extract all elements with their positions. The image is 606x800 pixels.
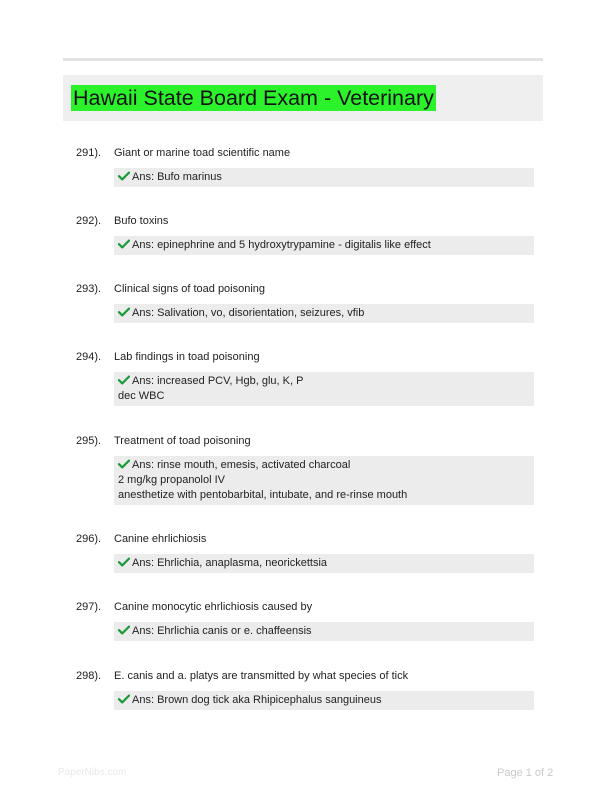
check-icon bbox=[118, 694, 130, 704]
answer-line bbox=[118, 556, 534, 571]
answer-text: 2 mg/kg propanolol IV bbox=[118, 474, 226, 486]
question-text: Clinical signs of toad poisoning bbox=[114, 283, 266, 295]
answer-text: Ans: Ehrlichia, anaplasma, neorickettsia bbox=[132, 557, 328, 569]
check-icon bbox=[118, 557, 130, 567]
answer-text: dec WBC bbox=[118, 390, 165, 402]
answer-text: anesthetize with pentobarbital, intubate, and re-rinse mouth bbox=[118, 489, 408, 501]
answer-line bbox=[118, 389, 534, 404]
question-text: Canine ehrlichiosis bbox=[114, 533, 207, 545]
answer-line bbox=[118, 170, 534, 185]
answer-box bbox=[114, 372, 534, 406]
check-icon bbox=[118, 239, 130, 249]
answer-line bbox=[118, 238, 534, 253]
answer-box bbox=[114, 622, 534, 641]
question-number: 298). bbox=[76, 670, 102, 682]
check-icon bbox=[118, 307, 130, 317]
question-number: 292). bbox=[76, 215, 102, 227]
answer-line bbox=[118, 458, 534, 473]
answer-text: Ans: Brown dog tick aka Rhipicephalus sanguineus bbox=[132, 694, 382, 706]
answer-text: Ans: increased PCV, Hgb, glu, K, P bbox=[132, 375, 304, 387]
check-icon bbox=[118, 459, 130, 469]
answer-line bbox=[118, 473, 534, 488]
answer-box bbox=[114, 236, 534, 255]
answer-line bbox=[118, 693, 534, 708]
answer-text: Ans: Salivation, vo, disorientation, seizures, vfib bbox=[132, 307, 365, 319]
question-text: Treatment of toad poisoning bbox=[114, 435, 251, 447]
top-divider bbox=[63, 58, 543, 61]
title-banner bbox=[63, 75, 543, 121]
answer-text: Ans: epinephrine and 5 hydroxytrypamine - digitalis like effect bbox=[132, 239, 431, 251]
answer-text: Ans: Ehrlichia canis or e. chaffeensis bbox=[132, 625, 312, 637]
question-text: Lab findings in toad poisoning bbox=[114, 351, 260, 363]
question-number: 295). bbox=[76, 435, 102, 447]
answer-text: Ans: rinse mouth, emesis, activated charcoal bbox=[132, 459, 351, 471]
answer-line bbox=[118, 374, 534, 389]
answer-box bbox=[114, 168, 534, 187]
answer-box bbox=[114, 554, 534, 573]
answer-box bbox=[114, 304, 534, 323]
answer-line bbox=[118, 306, 534, 321]
answer-box bbox=[114, 691, 534, 710]
question-number: 291). bbox=[76, 147, 102, 159]
document-title: Hawaii State Board Exam - Veterinary bbox=[73, 86, 434, 110]
footer-watermark: PaperNibs.com bbox=[58, 767, 127, 778]
question-text: Giant or marine toad scientific name bbox=[114, 147, 291, 159]
question-number: 296). bbox=[76, 533, 102, 545]
answer-line bbox=[118, 624, 534, 639]
question-number: 297). bbox=[76, 601, 102, 613]
page-number: Page 1 of 2 bbox=[497, 767, 554, 779]
question-text: E. canis and a. platys are transmitted by what species of tick bbox=[114, 670, 409, 682]
answer-text: Ans: Bufo marinus bbox=[132, 171, 222, 183]
check-icon bbox=[118, 625, 130, 635]
question-text: Bufo toxins bbox=[114, 215, 169, 227]
question-number: 294). bbox=[76, 351, 102, 363]
check-icon bbox=[118, 171, 130, 181]
question-text: Canine monocytic ehrlichiosis caused by bbox=[114, 601, 313, 613]
answer-line bbox=[118, 488, 534, 503]
question-number: 293). bbox=[76, 283, 102, 295]
check-icon bbox=[118, 375, 130, 385]
answer-box bbox=[114, 456, 534, 505]
